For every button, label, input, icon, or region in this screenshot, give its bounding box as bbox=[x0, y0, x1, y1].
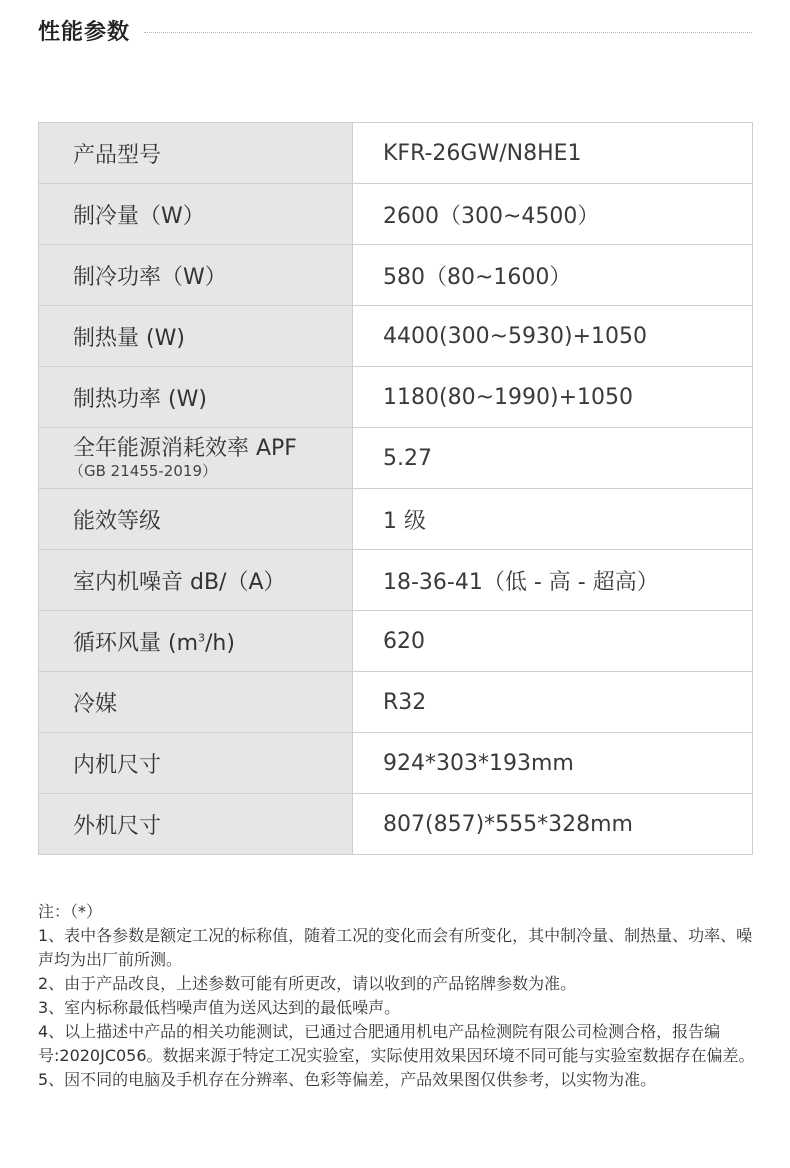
spec-label: 内机尺寸 bbox=[39, 733, 353, 794]
spec-value: 807(857)*555*328mm bbox=[353, 794, 753, 855]
spec-value: 620 bbox=[353, 611, 753, 672]
spec-row-cooling-capacity bbox=[39, 184, 753, 245]
spec-value: R32 bbox=[353, 672, 753, 733]
spec-label: 制冷量（W） bbox=[39, 184, 353, 245]
spec-label-suffix: /h) bbox=[205, 630, 235, 656]
spec-label-sup: 3 bbox=[198, 631, 206, 645]
spec-label: 制冷功率（W） bbox=[39, 245, 353, 306]
spec-value: 5.27 bbox=[353, 428, 753, 489]
spec-label: 制热量 (W) bbox=[39, 306, 353, 367]
spec-row-airflow bbox=[39, 611, 753, 672]
spec-value: 1180(80~1990)+1050 bbox=[353, 367, 753, 428]
spec-label-prefix: 循环风量 (m bbox=[73, 630, 199, 656]
spec-value: 2600（300~4500） bbox=[353, 184, 753, 245]
spec-label: 室内机噪音 dB/（A） bbox=[39, 550, 353, 611]
header-divider bbox=[144, 32, 752, 33]
spec-row-energy-grade bbox=[39, 489, 753, 550]
spec-sublabel: （GB 21455-2019） bbox=[69, 461, 217, 480]
note-item: 1、表中各参数是额定工况的标称值，随着工况的变化而会有所变化，其中制冷量、制热量、功率、噪声均为出厂前所测。 bbox=[38, 926, 753, 969]
spec-label-apf bbox=[39, 428, 353, 489]
spec-table bbox=[38, 122, 753, 855]
spec-row-indoor-noise bbox=[39, 550, 753, 611]
spec-row-heating-power bbox=[39, 367, 753, 428]
spec-label: 能效等级 bbox=[39, 489, 353, 550]
spec-value: KFR-26GW/N8HE1 bbox=[353, 123, 753, 184]
section-title: 性能参数 bbox=[38, 19, 131, 45]
spec-row-refrigerant bbox=[39, 672, 753, 733]
section-header bbox=[38, 14, 752, 46]
spec-row-cooling-power bbox=[39, 245, 753, 306]
note-item: 4、以上描述中产品的相关功能测试，已通过合肥通用机电产品检测院有限公司检测合格，报告编号:2020JC056。数据来源于特定工况实验室，实际使用效果因环境不同可能与实验室数据存在偏差。 bbox=[38, 1022, 755, 1065]
spec-row-apf bbox=[39, 428, 753, 489]
spec-value: 18-36-41（低 - 高 - 超高） bbox=[353, 550, 753, 611]
spec-value: 4400(300~5930)+1050 bbox=[353, 306, 753, 367]
spec-label: 全年能源消耗效率 APF bbox=[73, 435, 297, 461]
spec-label: 外机尺寸 bbox=[39, 794, 353, 855]
notes-section bbox=[38, 900, 758, 1092]
spec-value: 924*303*193mm bbox=[353, 733, 753, 794]
spec-value: 1 级 bbox=[353, 489, 753, 550]
spec-value: 580（80~1600） bbox=[353, 245, 753, 306]
note-item: 3、室内标称最低档噪声值为送风达到的最低噪声。 bbox=[38, 998, 401, 1017]
spec-row-outdoor-size bbox=[39, 794, 753, 855]
spec-row-heating-capacity bbox=[39, 306, 753, 367]
spec-label: 冷媒 bbox=[39, 672, 353, 733]
notes-title: 注：（*） bbox=[38, 902, 103, 921]
spec-row-indoor-size bbox=[39, 733, 753, 794]
note-item: 5、因不同的电脑及手机存在分辨率、色彩等偏差，产品效果图仅供参考，以实物为准。 bbox=[38, 1070, 657, 1089]
spec-label: 产品型号 bbox=[39, 123, 353, 184]
note-item: 2、由于产品改良，上述参数可能有所更改，请以收到的产品铭牌参数为准。 bbox=[38, 974, 577, 993]
spec-label-airflow bbox=[39, 611, 353, 672]
spec-row-model bbox=[39, 123, 753, 184]
spec-label: 制热功率 (W) bbox=[39, 367, 353, 428]
